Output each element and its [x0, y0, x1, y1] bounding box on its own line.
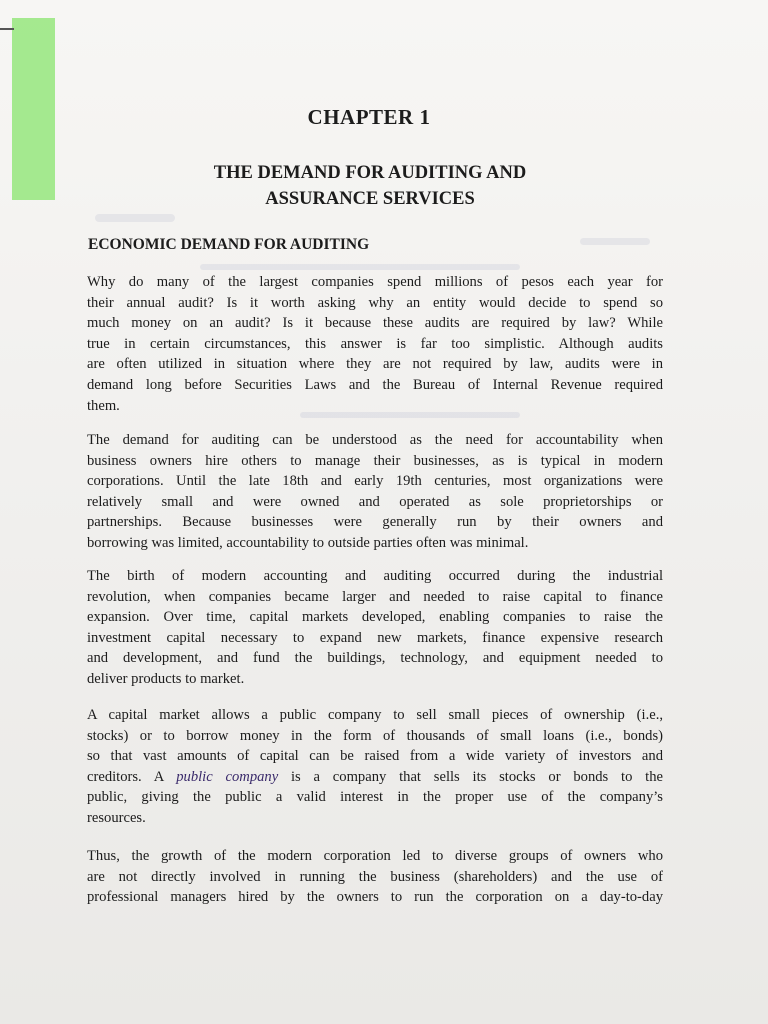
text-line: Thus, the growth of the modern corporation led to diverse groups of owners who — [87, 848, 663, 864]
text-line: expansion. Over time, capital markets developed, enabling companies to raise the — [87, 609, 663, 626]
text-fragment: creditors. A — [87, 768, 177, 785]
text-line: investment capital necessary to expand new markets, finance expensive research — [87, 629, 663, 646]
ink-smudge — [95, 214, 175, 222]
chapter-title-line-2: ASSURANCE SERVICES — [265, 189, 475, 209]
text-line: The birth of modern accounting and auditing occurred during the industrial — [87, 568, 663, 584]
text-fragment: is a company that sells its stocks or bonds to the — [278, 768, 663, 785]
paragraph-3 — [87, 566, 663, 690]
text-line: demand long before Securities Laws and the Bureau of Internal Revenue required — [87, 376, 663, 393]
text-line: and development, and fund the buildings, technology, and equipment needed to — [87, 650, 663, 667]
text-line: The demand for auditing can be understood as the need for accountability when — [87, 432, 663, 448]
text-line: professional managers hired by the owners to run the corporation on a day-to-day — [87, 889, 663, 906]
text-line: resources. — [87, 809, 146, 826]
paragraph-1 — [87, 272, 663, 416]
text-line: public, giving the public a valid interest in the proper use of the company’s — [87, 789, 663, 806]
text-line: much money on an audit? Is it because these audits are required by law? While — [87, 315, 663, 332]
page-edge-mark — [0, 28, 14, 30]
chapter-title — [160, 160, 580, 212]
ink-smudge — [580, 238, 650, 245]
text-line: revolution, when companies became larger and needed to raise capital to finance — [87, 588, 663, 605]
text-line: deliver products to market. — [87, 670, 245, 687]
chapter-title-line-1: THE DEMAND FOR AUDITING AND — [213, 163, 527, 183]
text-line-with-term — [87, 767, 663, 788]
text-line: Why do many of the largest companies spend millions of pesos each year for — [87, 274, 663, 290]
paragraph-2 — [87, 430, 663, 554]
text-line: business owners hire others to manage their businesses, as is typical in modern — [87, 452, 663, 469]
text-line: so that vast amounts of capital can be raised from a wide variety of investors and — [87, 748, 663, 765]
paragraph-5 — [87, 846, 663, 908]
text-line: their annual audit? Is it worth asking why an entity would decide to spend so — [87, 294, 663, 311]
text-line: relatively small and were owned and operated as sole proprietorships or — [87, 493, 663, 510]
chapter-heading: CHAPTER 1 — [307, 105, 431, 129]
text-line: stocks) or to borrow money in the form of thousands of small loans (i.e., bonds) — [87, 727, 663, 744]
text-line: corporations. Until the late 18th and early 19th centuries, most organizations were — [87, 473, 663, 490]
text-line: true in certain circumstances, this answer is far too simplistic. Although audits — [87, 335, 663, 352]
text-line: A capital market allows a public company to sell small pieces of ownership (i.e., — [87, 707, 663, 723]
text-line: partnerships. Because businesses were generally run by their owners and — [87, 514, 663, 531]
ink-smudge — [200, 264, 520, 270]
paragraph-4 — [87, 705, 663, 829]
text-line: are often utilized in situation where they are not required by law, audits were in — [87, 356, 663, 373]
text-line: borrowing was limited, accountability to outside parties often was minimal. — [87, 534, 529, 551]
text-line: are not directly involved in running the business (shareholders) and the use of — [87, 868, 663, 885]
public-company-term: public company — [176, 768, 279, 785]
text-line: them. — [87, 397, 120, 414]
section-heading: ECONOMIC DEMAND FOR AUDITING — [88, 236, 370, 253]
